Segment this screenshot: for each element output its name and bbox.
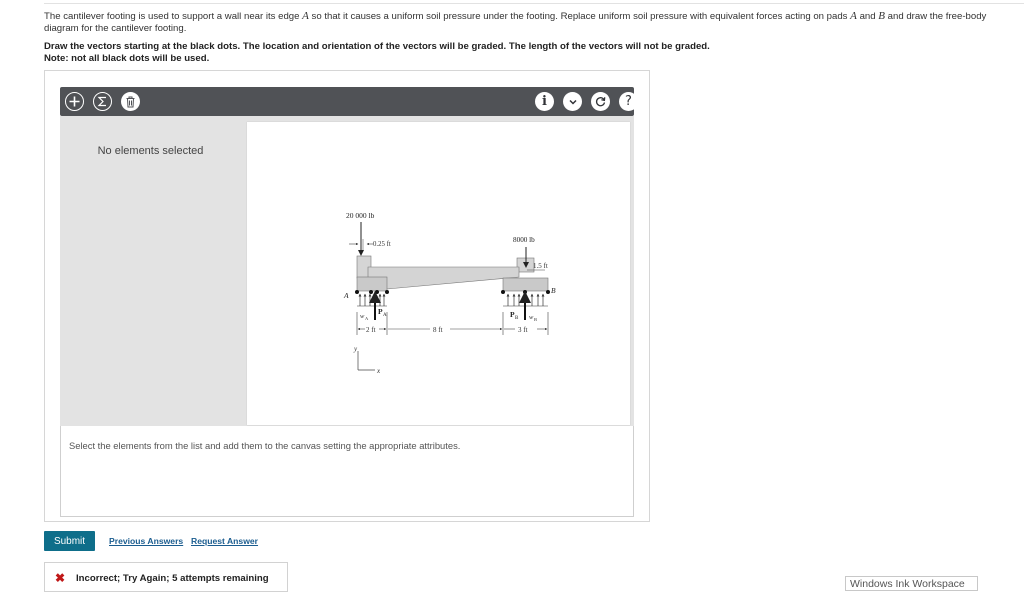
footing-diagram — [247, 122, 630, 425]
svg-text:A: A — [383, 313, 387, 318]
pad-b — [503, 278, 548, 291]
label-b: B — [551, 286, 556, 295]
pa-label: P — [378, 307, 383, 316]
top-divider — [44, 3, 1024, 4]
drawing-toolbar — [60, 87, 634, 116]
canvas-frame — [241, 116, 634, 426]
instruction-vectors: Draw the vectors starting at the black dots. The location and orientation of the vectors will be graded. The length of the vectors will not be graded. — [44, 41, 710, 52]
feedback-text: Incorrect; Try Again; 5 attempts remaining — [76, 573, 269, 584]
vector-drawing-widget — [44, 70, 650, 522]
help-icon[interactable]: ? — [619, 92, 638, 111]
footing-beam — [368, 267, 519, 289]
feedback-box — [44, 562, 288, 592]
dim-8-label: 8 ft — [433, 326, 443, 334]
pad-a — [357, 277, 387, 291]
svg-text:B: B — [515, 316, 519, 321]
pb-label: P — [510, 310, 515, 319]
var-b: B — [878, 10, 885, 22]
var-a: A — [302, 10, 309, 22]
request-answer-link[interactable]: Request Answer — [191, 536, 259, 546]
dim-2-label: 2 ft — [366, 326, 376, 334]
load-right-label: 8000 lb — [513, 236, 535, 244]
no-elements-label: No elements selected — [97, 145, 204, 157]
x-mark-icon: ✖ — [55, 571, 66, 585]
status-message: Select the elements from the list and add them to the canvas setting the appropriate attributes. — [69, 440, 461, 451]
problem-statement: The cantilever footing is used to support a wall near its edge A so that it causes a uniform soil pressure under the footing. Replace uniform soil pressure with equivalent forces acting on pads A and B and draw the free-body diagram for the cantilever footing. — [44, 10, 987, 34]
windows-ink-workspace[interactable]: Windows Ink Workspace — [845, 576, 978, 591]
status-area — [60, 426, 634, 517]
element-list-panel — [60, 116, 241, 426]
pressure-a — [357, 294, 387, 306]
drawing-canvas[interactable] — [247, 122, 630, 425]
dim-025-label: 0.25 ft — [373, 241, 391, 248]
y-axis-label: y — [354, 345, 358, 353]
svg-text:A: A — [365, 316, 369, 321]
x-axis-label: x — [377, 367, 381, 375]
dim-15-label: 1.5 ft — [533, 262, 548, 270]
dim-3-label: 3 ft — [518, 326, 528, 334]
trash-icon[interactable] — [121, 92, 140, 111]
wa-label: w — [360, 313, 365, 320]
refresh-icon[interactable] — [591, 92, 610, 111]
load-left-label: 20 000 lb — [346, 211, 375, 220]
label-a: A — [344, 291, 349, 300]
submit-button[interactable]: Submit — [44, 531, 95, 551]
previous-answers-link[interactable]: Previous Answers — [109, 536, 184, 546]
svg-text:B: B — [534, 317, 538, 322]
instructions — [44, 41, 710, 64]
var-a: A — [850, 10, 857, 22]
info-icon[interactable]: i — [535, 92, 554, 111]
chevron-down-icon[interactable] — [563, 92, 582, 111]
instruction-note: Note: not all black dots will be used. — [44, 52, 210, 64]
sigma-icon[interactable] — [93, 92, 112, 111]
wb-label: w — [529, 314, 534, 321]
plus-icon[interactable] — [65, 92, 84, 111]
